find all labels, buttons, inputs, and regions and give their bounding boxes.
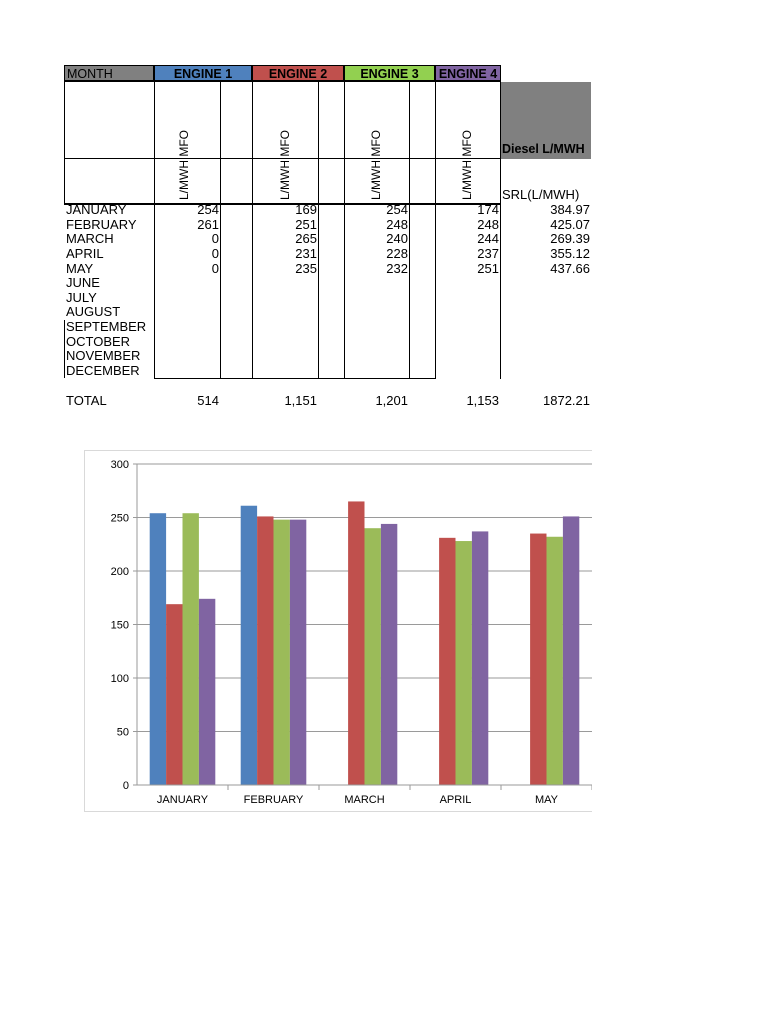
y-tick-label: 250 xyxy=(110,512,129,525)
engine-value-cell: 228 xyxy=(386,246,408,261)
month-label: JANUARY xyxy=(66,202,127,217)
bar-chart xyxy=(85,451,592,811)
month-label: DECEMBER xyxy=(66,363,140,378)
bar xyxy=(530,534,546,785)
bar xyxy=(150,513,166,785)
bar xyxy=(547,537,563,785)
border-line xyxy=(64,81,65,203)
bar xyxy=(563,516,579,785)
total-value: 1,151 xyxy=(284,393,317,408)
bar xyxy=(439,538,455,785)
engine-3-subheader: L/MWH MFO xyxy=(369,130,383,200)
engine-value-cell: 265 xyxy=(295,231,317,246)
engine-value-cell: 240 xyxy=(386,231,408,246)
total-label: TOTAL xyxy=(66,393,107,408)
engine-2-header: ENGINE 2 xyxy=(252,65,344,81)
engine-value-cell: 169 xyxy=(295,202,317,217)
engine-value-cell: 0 xyxy=(211,261,219,276)
engine-value-cell: 248 xyxy=(386,217,408,232)
border-line xyxy=(220,81,221,379)
srl-value-cell: 355.12 xyxy=(550,246,590,261)
x-tick-label: FEBRUARY xyxy=(243,794,304,806)
month-label: JULY xyxy=(66,290,97,305)
engine-value-cell: 237 xyxy=(477,246,499,261)
y-tick-label: 100 xyxy=(110,673,129,685)
engine-value-cell: 0 xyxy=(211,246,219,261)
engine-value-cell: 174 xyxy=(477,202,499,217)
month-label: APRIL xyxy=(66,246,104,261)
engine-3-header: ENGINE 3 xyxy=(344,65,435,81)
bar xyxy=(257,516,273,785)
bar xyxy=(472,531,488,785)
bar xyxy=(365,528,381,785)
chart-frame xyxy=(84,450,592,812)
engine-1-header: ENGINE 1 xyxy=(154,65,252,81)
month-label: OCTOBER xyxy=(66,334,131,349)
border-line xyxy=(409,81,410,379)
engine-value-cell: 235 xyxy=(295,261,317,276)
month-label: NOVEMBER xyxy=(66,348,141,363)
srl-value-cell: 437.66 xyxy=(550,261,590,276)
x-tick-label: MAY xyxy=(534,794,559,806)
engine-4-subheader: L/MWH MFO xyxy=(460,130,474,200)
x-tick-label: APRIL xyxy=(439,794,472,806)
engine-value-cell: 232 xyxy=(386,261,408,276)
bar xyxy=(274,520,290,785)
y-tick-label: 300 xyxy=(110,459,129,471)
month-header: MONTH xyxy=(64,65,154,81)
bar xyxy=(241,506,257,785)
y-tick-label: 0 xyxy=(122,780,129,792)
bar xyxy=(381,524,397,785)
bar xyxy=(166,604,182,785)
border-line xyxy=(64,320,65,378)
bar xyxy=(183,513,199,785)
engine-value-cell: 261 xyxy=(197,217,219,232)
month-label: FEBRUARY xyxy=(66,217,137,232)
border-line xyxy=(154,378,436,379)
month-label: MAY xyxy=(66,261,94,276)
bar xyxy=(348,501,364,785)
month-label: AUGUST xyxy=(66,304,121,319)
total-value: 1,153 xyxy=(466,393,499,408)
total-value: 1,201 xyxy=(375,393,408,408)
engine-value-cell: 244 xyxy=(477,231,499,246)
y-tick-label: 200 xyxy=(110,566,129,578)
engine-value-cell: 251 xyxy=(295,217,317,232)
engine-value-cell: 0 xyxy=(211,231,219,246)
srl-value-cell: 425.07 xyxy=(550,217,590,232)
diesel-header: Diesel L/MWH xyxy=(502,142,585,156)
y-tick-label: 50 xyxy=(116,726,129,739)
srl-header: SRL(L/MWH) xyxy=(502,187,580,202)
bar xyxy=(456,541,472,785)
y-tick-label: 150 xyxy=(110,619,129,632)
engine-value-cell: 254 xyxy=(197,202,219,217)
x-tick-label: MARCH xyxy=(344,794,385,806)
engine-value-cell: 248 xyxy=(477,217,499,232)
month-label: SEPTEMBER xyxy=(66,319,147,334)
month-label: MARCH xyxy=(66,231,114,246)
engine-value-cell: 254 xyxy=(386,202,408,217)
srl-value-cell: 384.97 xyxy=(550,202,590,217)
total-value: 1872.21 xyxy=(543,393,590,408)
x-tick-label: JANUARY xyxy=(156,794,209,806)
srl-value-cell: 269.39 xyxy=(550,231,590,246)
total-value: 514 xyxy=(197,393,219,408)
bar xyxy=(290,520,306,785)
border-line xyxy=(318,81,319,379)
engine-1-subheader: L/MWH MFO xyxy=(177,130,191,200)
engine-value-cell: 231 xyxy=(295,246,317,261)
month-label: JUNE xyxy=(66,275,100,290)
engine-2-subheader: L/MWH MFO xyxy=(278,130,292,200)
bar xyxy=(199,599,215,785)
engine-value-cell: 251 xyxy=(477,261,499,276)
engine-4-header: ENGINE 4 xyxy=(435,65,501,81)
